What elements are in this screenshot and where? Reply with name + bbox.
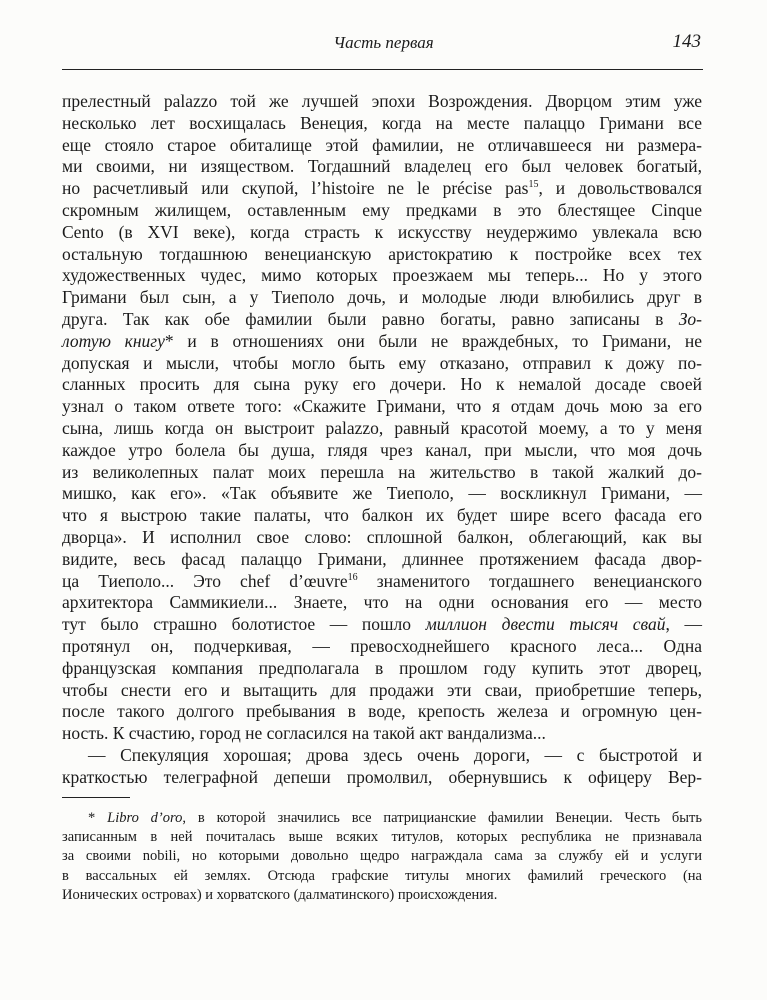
text-line: французская компания предполагала в прошлом году купить этот дворец,	[62, 657, 702, 678]
footnote-line: Ионических островах) и хорватского (далматинского) происхождения.	[62, 886, 498, 903]
text-line	[62, 331, 702, 353]
text-line	[62, 614, 702, 636]
text-line: допуская и мысли, чтобы могло быть ему отказано, отправил к дожу по-	[62, 352, 702, 373]
text-line: прелестный palazzo той же лучшей эпохи Возрождения. Дворцом этим уже	[62, 91, 702, 111]
text-line: сына, лишь когда он выстроит palazzo, равный красотой моему, а то у меня	[62, 417, 702, 438]
text-segment: , и довольствовался	[538, 178, 702, 199]
footnote-line	[62, 809, 702, 828]
text-line: художественных чудес, мимо которых проезжаем мы теперь... Но у этого	[62, 265, 702, 286]
text-line: ми своими, ни изяществом. Тогдашний владелец его был человек богатый,	[62, 156, 702, 177]
text-line: Гримани был сын, а у Тиеполо дочь, и молодые люди влюбились друг в	[62, 287, 702, 308]
text-line: — Спекуляция хорошая; дрова здесь очень дороги, — с быстротой и	[88, 744, 702, 765]
footnote	[62, 809, 702, 905]
text-line: видите, весь фасад палаццо Гримани, длиннее протяжением фасада двор-	[62, 548, 702, 569]
text-line: протянул он, подчеркивая, — превосходнейшего красного леса... Одна	[62, 635, 702, 656]
text-line: Cento (в XVI веке), когда страсть к искусству неудержимо увлекала всю	[62, 221, 702, 242]
text-line: каждое утро болела бы душа, глядя чрез канал, при мысли, что моя дочь	[62, 439, 702, 460]
italic-text: миллион двести тысяч свай	[425, 614, 666, 635]
text-line: что я выстрою такие палаты, что балкон их будет шире всего фасада его	[62, 505, 702, 526]
footnote-line: за своими nobili, но которыми довольно щедро награждала сама за службу ей и услуги	[62, 848, 702, 865]
text-line: чтобы снести его и вытащить для продажи эти сваи, приобретшие теперь,	[62, 679, 702, 700]
footnote-mark: *	[88, 810, 108, 826]
text-line: мишко, как его». «Так объявите же Тиеполо, — воскликнул Гримани, —	[62, 483, 702, 504]
text-line: после такого долгого пребывания в воде, крепость железа и огромную цен-	[62, 701, 702, 722]
footnote-text: , в которой значились все патрицианские фамилии Венеции. Честь быть	[182, 810, 703, 826]
text-line: из великолепных палат моих перешла на жительство в такой жалкий до-	[62, 461, 702, 482]
footnote-rule	[62, 797, 130, 798]
text-segment: * и в отношениях они были не враждебных, то Гримани, не	[164, 330, 702, 351]
text-line: сланных просить для сына руку его дочери. Но к немалой досаде своей	[62, 374, 702, 395]
text-line: дворца». И исполнил свое слово: сплошной балкон, облегающий, как вы	[62, 526, 702, 547]
text-segment: знаменитого тогдашнего венецианского	[357, 570, 702, 591]
footnote-line: в вассальных ей землях. Отсюда графские титулы многих фамилий греческого (на	[62, 867, 702, 884]
note-reference: 15	[528, 179, 539, 191]
text-line	[62, 178, 702, 200]
text-line	[62, 309, 702, 331]
header-rule	[62, 69, 703, 70]
text-segment: , —	[665, 614, 702, 635]
text-line: скромным жилищем, оставленным ему предками в это блестящее Cinque	[62, 199, 702, 220]
running-header-title: Часть первая	[333, 33, 434, 52]
footnote-line: записанным в ней почиталась выше всяких титулов, которых республика не признавала	[62, 829, 702, 846]
italic-text: Зо-	[678, 308, 702, 329]
text-line: остальную тогдашнюю венецианскую аристократию к постройке всех тех	[62, 243, 702, 264]
text-line: узнал о таком ответе того: «Скажите Гримани, что я отдам дочь мою за его	[62, 396, 702, 417]
body-text	[62, 91, 702, 789]
text-segment: тут было страшно болотистое — пошло	[62, 614, 426, 635]
note-reference: 16	[347, 571, 358, 583]
text-line: ность. К счастию, город не согласился на такой акт вандализма...	[62, 723, 546, 744]
text-line: краткостью телеграфной депеши промолвил, обернувшись к офицеру Вер-	[62, 766, 702, 787]
italic-text: лотую книгу	[62, 330, 165, 351]
text-segment: но расчетливый или скупой, l’histoire ne le précise pas	[62, 178, 529, 199]
text-segment: ца Тиеполо... Это chef d’œuvre	[62, 570, 348, 591]
footnote-italic: Libro d’oro	[107, 810, 183, 826]
text-line	[62, 571, 702, 593]
text-segment: друга. Так как обе фамилии были равно богаты, равно записаны в	[62, 308, 679, 329]
text-line: несколько лет восхищалась Венеция, когда на месте палаццо Гримани все	[62, 112, 702, 133]
text-line: архитектора Саммикиели... Знаете, что на одни основания его — место	[62, 592, 702, 613]
page-number: 143	[672, 31, 701, 52]
text-line: еще стояло старое обиталище этой фамилии, не отличавшееся ни размера-	[62, 134, 702, 155]
